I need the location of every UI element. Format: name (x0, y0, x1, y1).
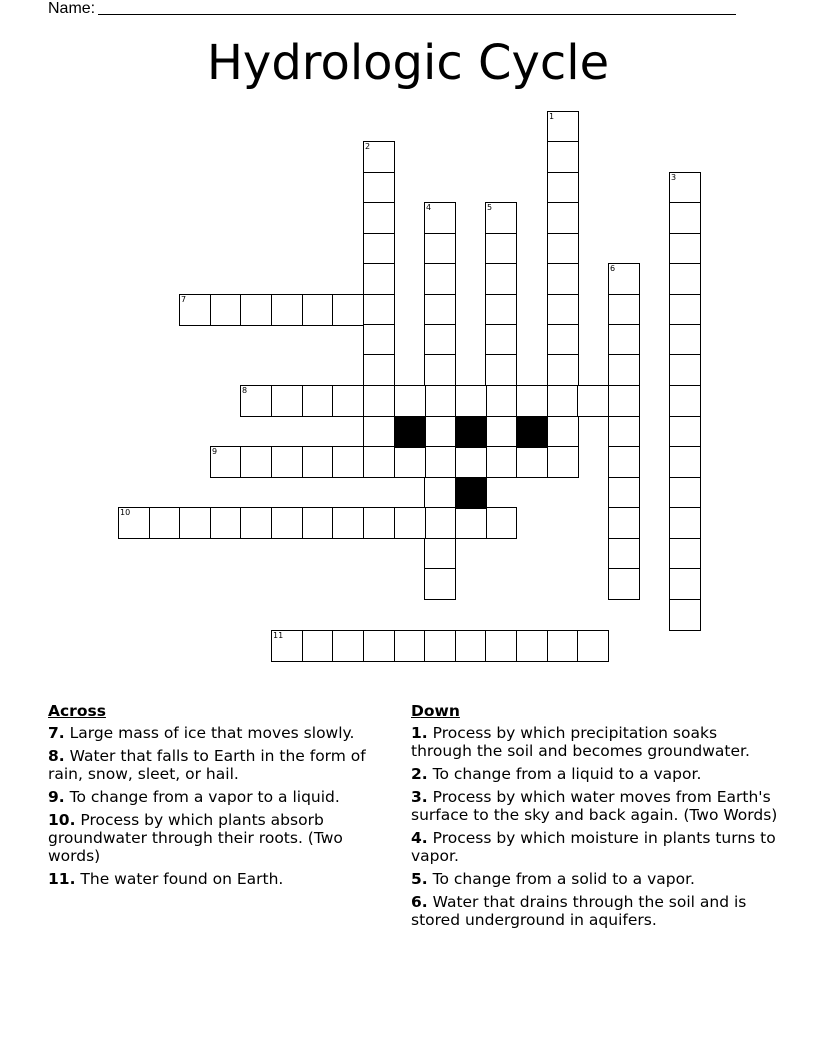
grid-cell[interactable] (485, 507, 517, 539)
grid-cell[interactable] (424, 446, 456, 478)
page-title: Hydrologic Cycle (206, 35, 610, 91)
grid-cell[interactable] (547, 263, 579, 295)
clue-number: 6. (411, 893, 428, 911)
clue-number: 2 (365, 142, 371, 151)
grid-cell[interactable] (424, 538, 456, 570)
down-clues (411, 702, 781, 934)
grid-cell[interactable] (669, 416, 701, 448)
grid-cell[interactable] (669, 202, 701, 234)
clue-number: 2. (411, 765, 428, 783)
grid-cell[interactable] (363, 324, 395, 356)
clue-text: Process by which water moves from Earth's surface to the sky and back again. (Two Words) (411, 788, 778, 824)
grid-cell[interactable] (608, 263, 640, 295)
grid-cell[interactable] (271, 294, 303, 326)
grid-cell[interactable] (547, 294, 579, 326)
grid-cell[interactable] (485, 294, 517, 326)
across-clue (48, 811, 388, 865)
grid-cell[interactable] (547, 202, 579, 234)
grid-cell[interactable] (394, 385, 426, 417)
clue-number: 11 (273, 631, 284, 640)
grid-cell[interactable] (669, 354, 701, 386)
grid-cell[interactable] (149, 507, 181, 539)
grid-cell[interactable] (455, 630, 487, 662)
grid-cell[interactable] (363, 385, 395, 417)
grid-cell[interactable] (669, 477, 701, 509)
grid-cell[interactable] (424, 477, 456, 509)
grid-cell[interactable] (669, 233, 701, 265)
grid-cell[interactable] (516, 630, 548, 662)
grid-cell[interactable] (118, 507, 150, 539)
grid-cell[interactable] (547, 416, 579, 448)
grid-cell[interactable] (516, 446, 548, 478)
clue-number: 4. (411, 829, 428, 847)
down-clue (411, 724, 781, 760)
across-clue (48, 747, 388, 783)
grid-cell[interactable] (669, 263, 701, 295)
grid-cell[interactable] (547, 111, 579, 143)
clue-number: 8 (242, 386, 248, 395)
grid-cell[interactable] (240, 385, 272, 417)
grid-cell[interactable] (210, 294, 242, 326)
grid-cell[interactable] (669, 507, 701, 539)
clue-number: 3. (411, 788, 428, 806)
grid-cell[interactable] (485, 263, 517, 295)
grid-cell[interactable] (302, 630, 334, 662)
grid-cell[interactable] (302, 446, 334, 478)
grid-cell[interactable] (608, 354, 640, 386)
grid-cell[interactable] (485, 202, 517, 234)
clue-number: 7 (181, 295, 187, 304)
grid-cell[interactable] (485, 385, 517, 417)
grid-cell[interactable] (669, 568, 701, 600)
grid-cell[interactable] (608, 477, 640, 509)
down-heading: Down (411, 702, 460, 720)
grid-cell[interactable] (179, 294, 211, 326)
clue-text: To change from a solid to a vapor. (427, 870, 695, 888)
clue-number: 5. (411, 870, 428, 888)
clue-text: Process by which precipitation soaks through the soil and becomes groundwater. (411, 724, 750, 760)
grid-cell[interactable] (608, 294, 640, 326)
grid-cell[interactable] (424, 324, 456, 356)
clue-number: 1 (549, 112, 555, 121)
clue-number: 9 (212, 447, 218, 456)
across-clue-list (48, 724, 388, 888)
grid-cell[interactable] (394, 446, 426, 478)
grid-cell[interactable] (485, 446, 517, 478)
down-clue-list (411, 724, 781, 929)
grid-cell[interactable] (271, 507, 303, 539)
grid-cell[interactable] (394, 630, 426, 662)
across-clue (48, 724, 388, 742)
grid-cell[interactable] (485, 324, 517, 356)
grid-cell[interactable] (332, 507, 364, 539)
grid-cell[interactable] (577, 385, 609, 417)
grid-cell[interactable] (302, 507, 334, 539)
grid-cell[interactable] (424, 385, 456, 417)
grid-cell[interactable] (424, 507, 456, 539)
grid-cell[interactable] (210, 446, 242, 478)
grid-cell[interactable] (547, 324, 579, 356)
grid-cell[interactable] (485, 630, 517, 662)
clue-number: 10 (120, 508, 131, 517)
grid-cell[interactable] (363, 263, 395, 295)
grid-cell[interactable] (547, 172, 579, 204)
down-clue (411, 870, 781, 888)
black-cell (455, 477, 487, 509)
clue-number: 11. (48, 870, 76, 888)
black-cell (516, 416, 548, 448)
grid-cell[interactable] (424, 354, 456, 386)
grid-cell[interactable] (608, 568, 640, 600)
grid-cell[interactable] (332, 385, 364, 417)
clue-number: 8. (48, 747, 65, 765)
grid-cell[interactable] (455, 385, 487, 417)
down-clue (411, 893, 781, 929)
grid-cell[interactable] (455, 507, 487, 539)
clue-number: 10. (48, 811, 76, 829)
grid-cell[interactable] (332, 630, 364, 662)
down-clue (411, 788, 781, 824)
grid-cell[interactable] (210, 507, 242, 539)
down-clue (411, 829, 781, 865)
grid-cell[interactable] (577, 630, 609, 662)
grid-cell[interactable] (363, 507, 395, 539)
grid-cell[interactable] (363, 446, 395, 478)
grid-cell[interactable] (424, 294, 456, 326)
grid-cell[interactable] (608, 507, 640, 539)
grid-cell[interactable] (424, 263, 456, 295)
clue-text: Large mass of ice that moves slowly. (64, 724, 355, 742)
grid-cell[interactable] (332, 446, 364, 478)
clue-number: 6 (610, 264, 616, 273)
grid-cell[interactable] (424, 630, 456, 662)
down-clue (411, 765, 781, 783)
grid-cell[interactable] (547, 141, 579, 173)
clue-number: 4 (426, 203, 432, 212)
grid-cell[interactable] (669, 324, 701, 356)
grid-cell[interactable] (363, 172, 395, 204)
grid-cell[interactable] (608, 538, 640, 570)
grid-cell[interactable] (485, 354, 517, 386)
grid-cell[interactable] (608, 385, 640, 417)
clue-number: 7. (48, 724, 65, 742)
grid-cell[interactable] (547, 233, 579, 265)
grid-cell[interactable] (424, 233, 456, 265)
grid-cell[interactable] (669, 446, 701, 478)
grid-cell[interactable] (302, 385, 334, 417)
grid-cell[interactable] (363, 354, 395, 386)
clue-number: 3 (671, 173, 677, 182)
grid-cell[interactable] (394, 507, 426, 539)
clue-text: The water found on Earth. (75, 870, 284, 888)
grid-cell[interactable] (669, 538, 701, 570)
clue-number: 9. (48, 788, 65, 806)
grid-cell[interactable] (547, 446, 579, 478)
clue-text: To change from a vapor to a liquid. (64, 788, 340, 806)
across-heading: Across (48, 702, 106, 720)
grid-cell[interactable] (179, 507, 211, 539)
grid-cell[interactable] (424, 568, 456, 600)
grid-cell[interactable] (363, 630, 395, 662)
grid-cell[interactable] (547, 354, 579, 386)
grid-cell[interactable] (363, 294, 395, 326)
across-clue (48, 870, 388, 888)
grid-cell[interactable] (455, 446, 487, 478)
grid-cell[interactable] (271, 385, 303, 417)
grid-cell[interactable] (363, 233, 395, 265)
black-cell (455, 416, 487, 448)
grid-cell[interactable] (516, 385, 548, 417)
grid-cell[interactable] (608, 446, 640, 478)
clue-text: Process by which plants absorb groundwater through their roots. (Two words) (48, 811, 343, 865)
grid-cell[interactable] (363, 141, 395, 173)
grid-cell[interactable] (669, 599, 701, 631)
clue-text: Water that drains through the soil and is stored underground in aquifers. (411, 893, 747, 929)
grid-cell[interactable] (485, 416, 517, 448)
black-cell (394, 416, 426, 448)
grid-cell[interactable] (240, 446, 272, 478)
clue-number: 5 (487, 203, 493, 212)
grid-cell[interactable] (608, 324, 640, 356)
grid-cell[interactable] (363, 416, 395, 448)
grid-cell[interactable] (669, 294, 701, 326)
grid-cell[interactable] (669, 385, 701, 417)
grid-cell[interactable] (271, 446, 303, 478)
grid-cell[interactable] (485, 233, 517, 265)
grid-cell[interactable] (332, 294, 364, 326)
grid-cell[interactable] (271, 630, 303, 662)
clue-text: To change from a liquid to a vapor. (427, 765, 702, 783)
clue-text: Water that falls to Earth in the form of rain, snow, sleet, or hail. (48, 747, 366, 783)
clue-text: Process by which moisture in plants turns to vapor. (411, 829, 776, 865)
across-clues (48, 702, 388, 893)
across-clue (48, 788, 388, 806)
grid-cell[interactable] (608, 416, 640, 448)
grid-cell[interactable] (547, 630, 579, 662)
clue-number: 1. (411, 724, 428, 742)
grid-cell[interactable] (240, 507, 272, 539)
grid-cell[interactable] (547, 385, 579, 417)
name-label: Name: (48, 0, 96, 17)
grid-cell[interactable] (669, 172, 701, 204)
grid-cell[interactable] (424, 202, 456, 234)
grid-cell[interactable] (240, 294, 272, 326)
grid-cell[interactable] (302, 294, 334, 326)
grid-cell[interactable] (363, 202, 395, 234)
